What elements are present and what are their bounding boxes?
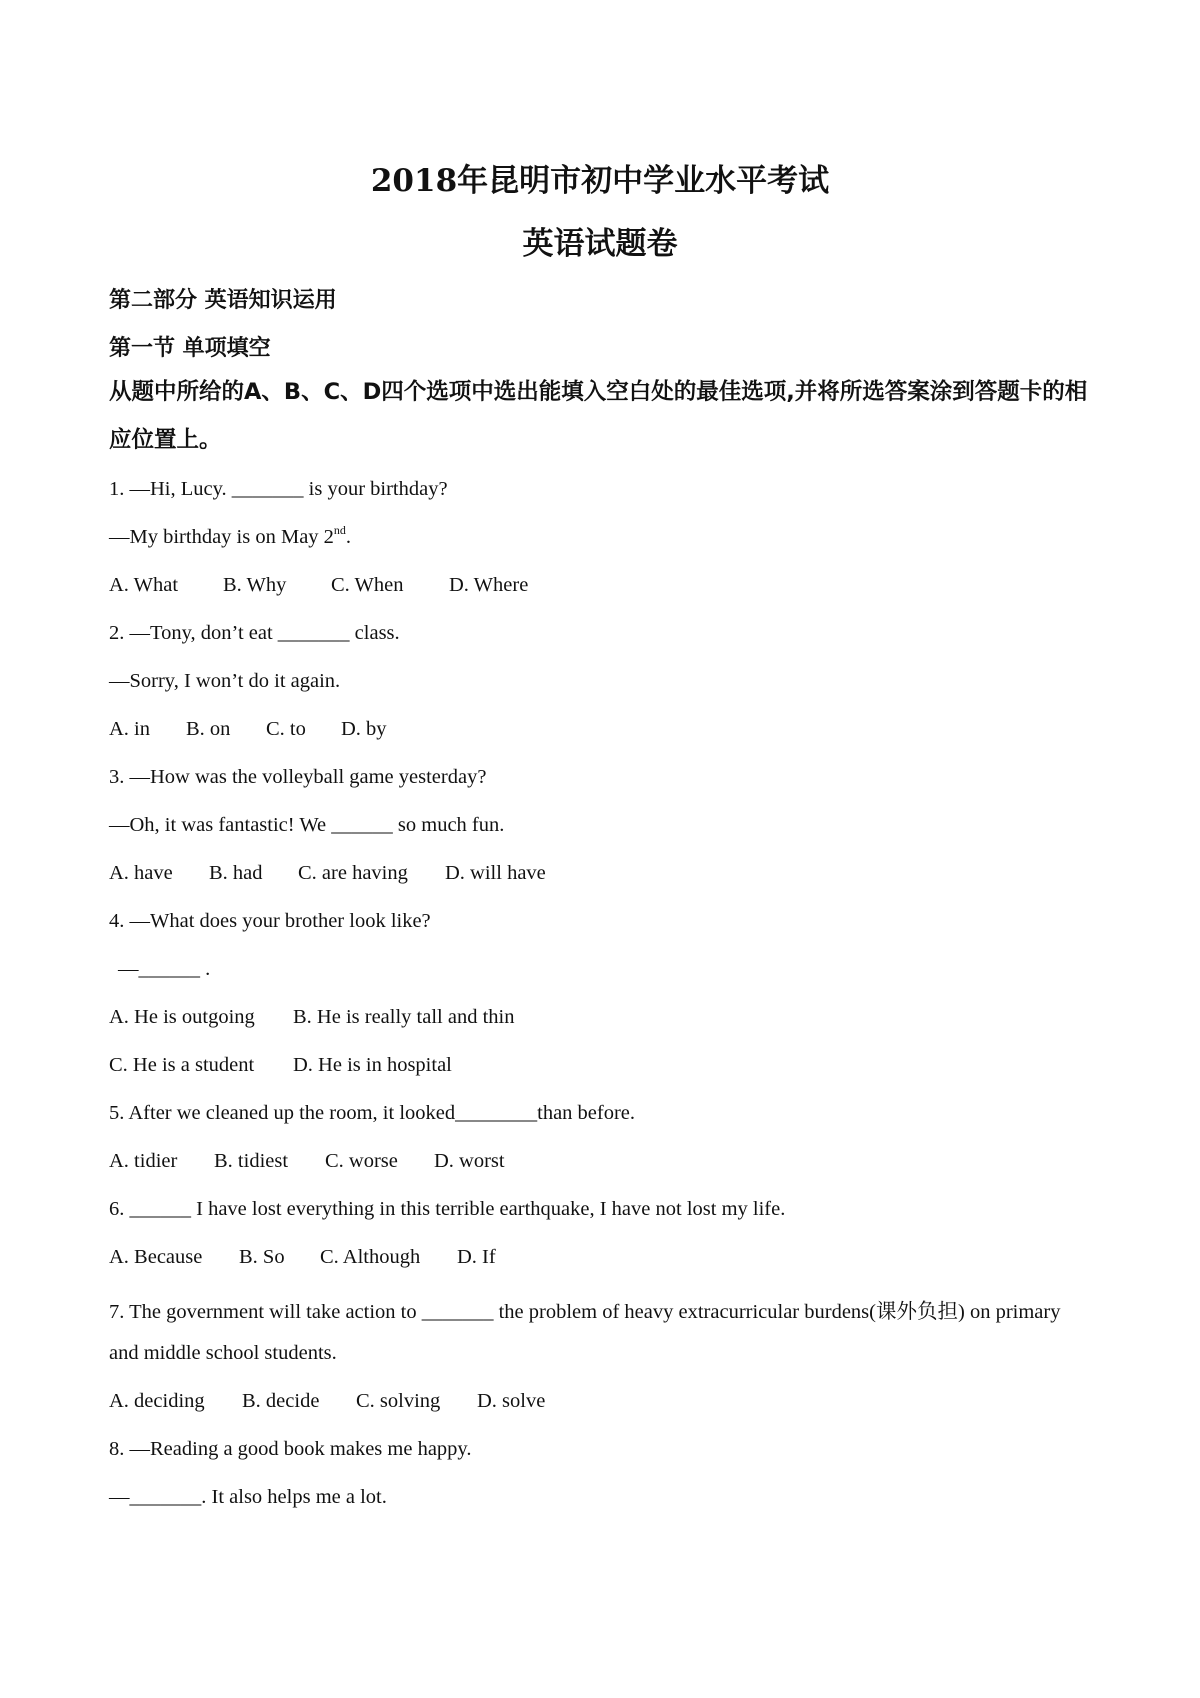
q3-option-d: D. will have — [445, 862, 546, 884]
q6-option-c: C. Although — [320, 1246, 421, 1268]
q1-option-a: A. What — [109, 574, 179, 596]
q7-line1: 7. The government will take action to _______ the problem of heavy extracurricular burdens(课外负担) on primary — [109, 1301, 1061, 1323]
q6-line1: 6. ______ I have lost everything in this terrible earthquake, I have not lost my life. — [109, 1198, 786, 1220]
q2-options — [109, 718, 387, 741]
exam-title: 2018年昆明市初中学业水平考试 — [370, 163, 830, 199]
q8-line1: 8. —Reading a good book makes me happy. — [109, 1438, 472, 1460]
q5-option-c: C. worse — [325, 1150, 398, 1172]
q3-option-c: C. are having — [298, 862, 408, 884]
instruction-text: 从题中所给的A、B、C、D四个选项中选出能填入空白处的最佳选项,并将所选答案涂到答题卡的相应位置上。 — [109, 379, 1088, 453]
q1-option-c: C. When — [331, 574, 404, 596]
q4-option-a: A. He is outgoing — [109, 1006, 255, 1028]
q3-line1: 3. —How was the volleyball game yesterday? — [109, 766, 487, 788]
q7-line2: and middle school students. — [109, 1342, 337, 1364]
q2-line2: —Sorry, I won’t do it again. — [109, 670, 341, 692]
section-heading: 第一节 单项填空 — [109, 336, 271, 361]
q5-line1: 5. After we cleaned up the room, it looked________than before. — [109, 1102, 636, 1124]
q2-line1: 2. —Tony, don’t eat _______ class. — [109, 622, 400, 644]
q6-option-a: A. Because — [109, 1246, 203, 1268]
q1-line1: 1. —Hi, Lucy. _______ is your birthday? — [109, 478, 448, 500]
q1-option-d: D. Where — [449, 574, 529, 596]
q3-option-b: B. had — [209, 862, 263, 884]
q1-line2 — [109, 523, 352, 549]
part-heading: 第二部分 英语知识运用 — [109, 288, 337, 313]
q4-line1: 4. —What does your brother look like? — [109, 910, 431, 932]
q7-option-b: B. decide — [242, 1390, 320, 1412]
q6-option-d: D. If — [457, 1246, 496, 1268]
q3-options — [109, 862, 546, 885]
q3-line2: —Oh, it was fantastic! We ______ so much fun. — [109, 814, 505, 836]
q2-option-c: C. to — [266, 718, 306, 740]
q6-options — [109, 1246, 496, 1269]
q2-option-a: A. in — [109, 718, 150, 740]
q7-option-c: C. solving — [356, 1390, 441, 1412]
q8-line2: —_______. It also helps me a lot. — [109, 1486, 387, 1508]
q1-line2-main: —My birthday is on May 2 — [109, 526, 334, 548]
q4-options-row1 — [109, 1006, 514, 1029]
q4-option-d: D. He is in hospital — [293, 1054, 452, 1076]
exam-subtitle: 英语试题卷 — [522, 226, 678, 262]
q1-options — [109, 574, 528, 597]
q1-line2-end: . — [345, 526, 352, 548]
q2-option-b: B. on — [186, 718, 231, 740]
q5-option-a: A. tidier — [109, 1150, 178, 1172]
q7-option-a: A. deciding — [109, 1390, 205, 1412]
q4-options-row2 — [109, 1054, 452, 1077]
q3-option-a: A. have — [109, 862, 173, 884]
q5-options — [109, 1150, 505, 1173]
q4-line2: —______ . — [118, 958, 211, 980]
q1-line2-sup: nd — [333, 523, 346, 537]
q6-option-b: B. So — [239, 1246, 285, 1268]
q5-option-d: D. worst — [434, 1150, 505, 1172]
q1-option-b: B. Why — [223, 574, 287, 596]
q7-option-d: D. solve — [477, 1390, 546, 1412]
q5-option-b: B. tidiest — [214, 1150, 289, 1172]
q4-option-b: B. He is really tall and thin — [293, 1006, 515, 1028]
q4-option-c: C. He is a student — [109, 1054, 255, 1076]
q2-option-d: D. by — [341, 718, 387, 740]
q7-options — [109, 1390, 545, 1413]
